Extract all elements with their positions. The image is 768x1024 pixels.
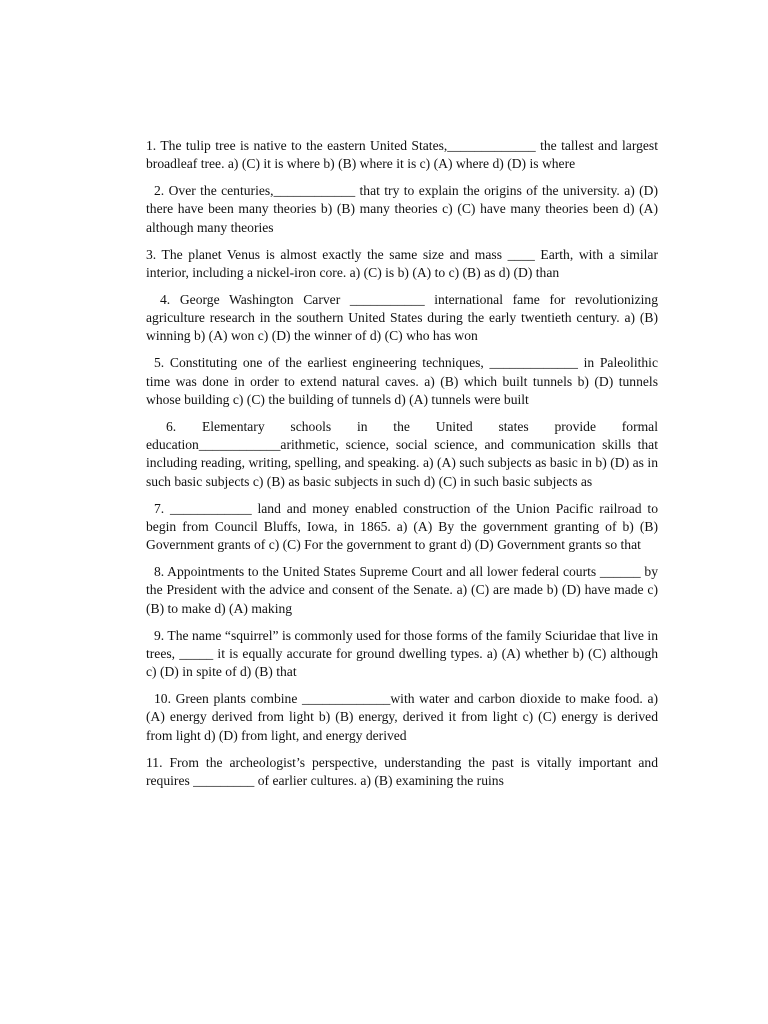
question-11: 11. From the archeologist’s perspective, understanding the past is vitally important and requires _________ of earlier cultures. a) (B) examining the ruins <box>146 754 658 788</box>
question-5: 5. Constituting one of the earliest engineering techniques, _____________ in Paleolithic time was done in order to extend natural caves. a) (B) which built tunnels b) (D) tunnels whose building c) (C) the building of tunnels d) (A) tunnels were built <box>146 355 658 407</box>
question-sheet <box>146 137 658 799</box>
question-10: 10. Green plants combine _____________with water and carbon dioxide to make food. a) (A) energy derived from light b) (B) energy, derived it from light c) (C) energy is derived from light d) (D) from light, and energy derived <box>146 691 658 743</box>
question-1: 1. The tulip tree is native to the eastern United States,_____________ the tallest and largest broadleaf tree. a) (C) it is where b) (B) where it is c) (A) where d) (D) is where <box>146 138 658 172</box>
question-3: 3. The planet Venus is almost exactly the same size and mass ____ Earth, with a similar interior, including a nickel-iron core. a) (C) is b) (A) to c) (B) as d) (D) than <box>146 246 658 280</box>
question-6: 6. Elementary schools in the United states provide formal education____________arithmetic, science, social science, and communication skills that including reading, writing, spelling, and speaking. a) (A) such subjects as basic in b) (D) as in such basic subjects c) (B) as basic subjects in such d) (C) in such basic subjects as <box>146 418 658 489</box>
question-9: 9. The name “squirrel” is commonly used for those forms of the family Sciuridae that live in trees, _____ it is equally accurate for ground dwelling types. a) (A) whether b) (C) although c) (D) in spite of d) (B) that <box>146 627 658 680</box>
question-8: 8. Appointments to the United States Supreme Court and all lower federal courts ______ by the President with the advice and consent of the Senate. a) (C) are made b) (D) have made c) (B) to make d) (A) making <box>146 564 658 616</box>
question-2: 2. Over the centuries,____________ that try to explain the origins of the university. a) (D) there have been many theories b) (B) many theories c) (C) have many theories been d) (A) although many theories <box>146 183 658 235</box>
question-7: 7. ____________ land and money enabled construction of the Union Pacific railroad to begin from Council Bluffs, Iowa, in 1865. a) (A) By the government granting of b) (B) Government grants of c) (C) For the government to grant d) (D) Government grants so that <box>146 500 658 553</box>
question-4: 4. George Washington Carver ___________ international fame for revolutionizing agriculture research in the southern United States during the early twentieth century. a) (B) winning b) (A) won c) (D) the winner of d) (C) who has won <box>146 291 658 344</box>
